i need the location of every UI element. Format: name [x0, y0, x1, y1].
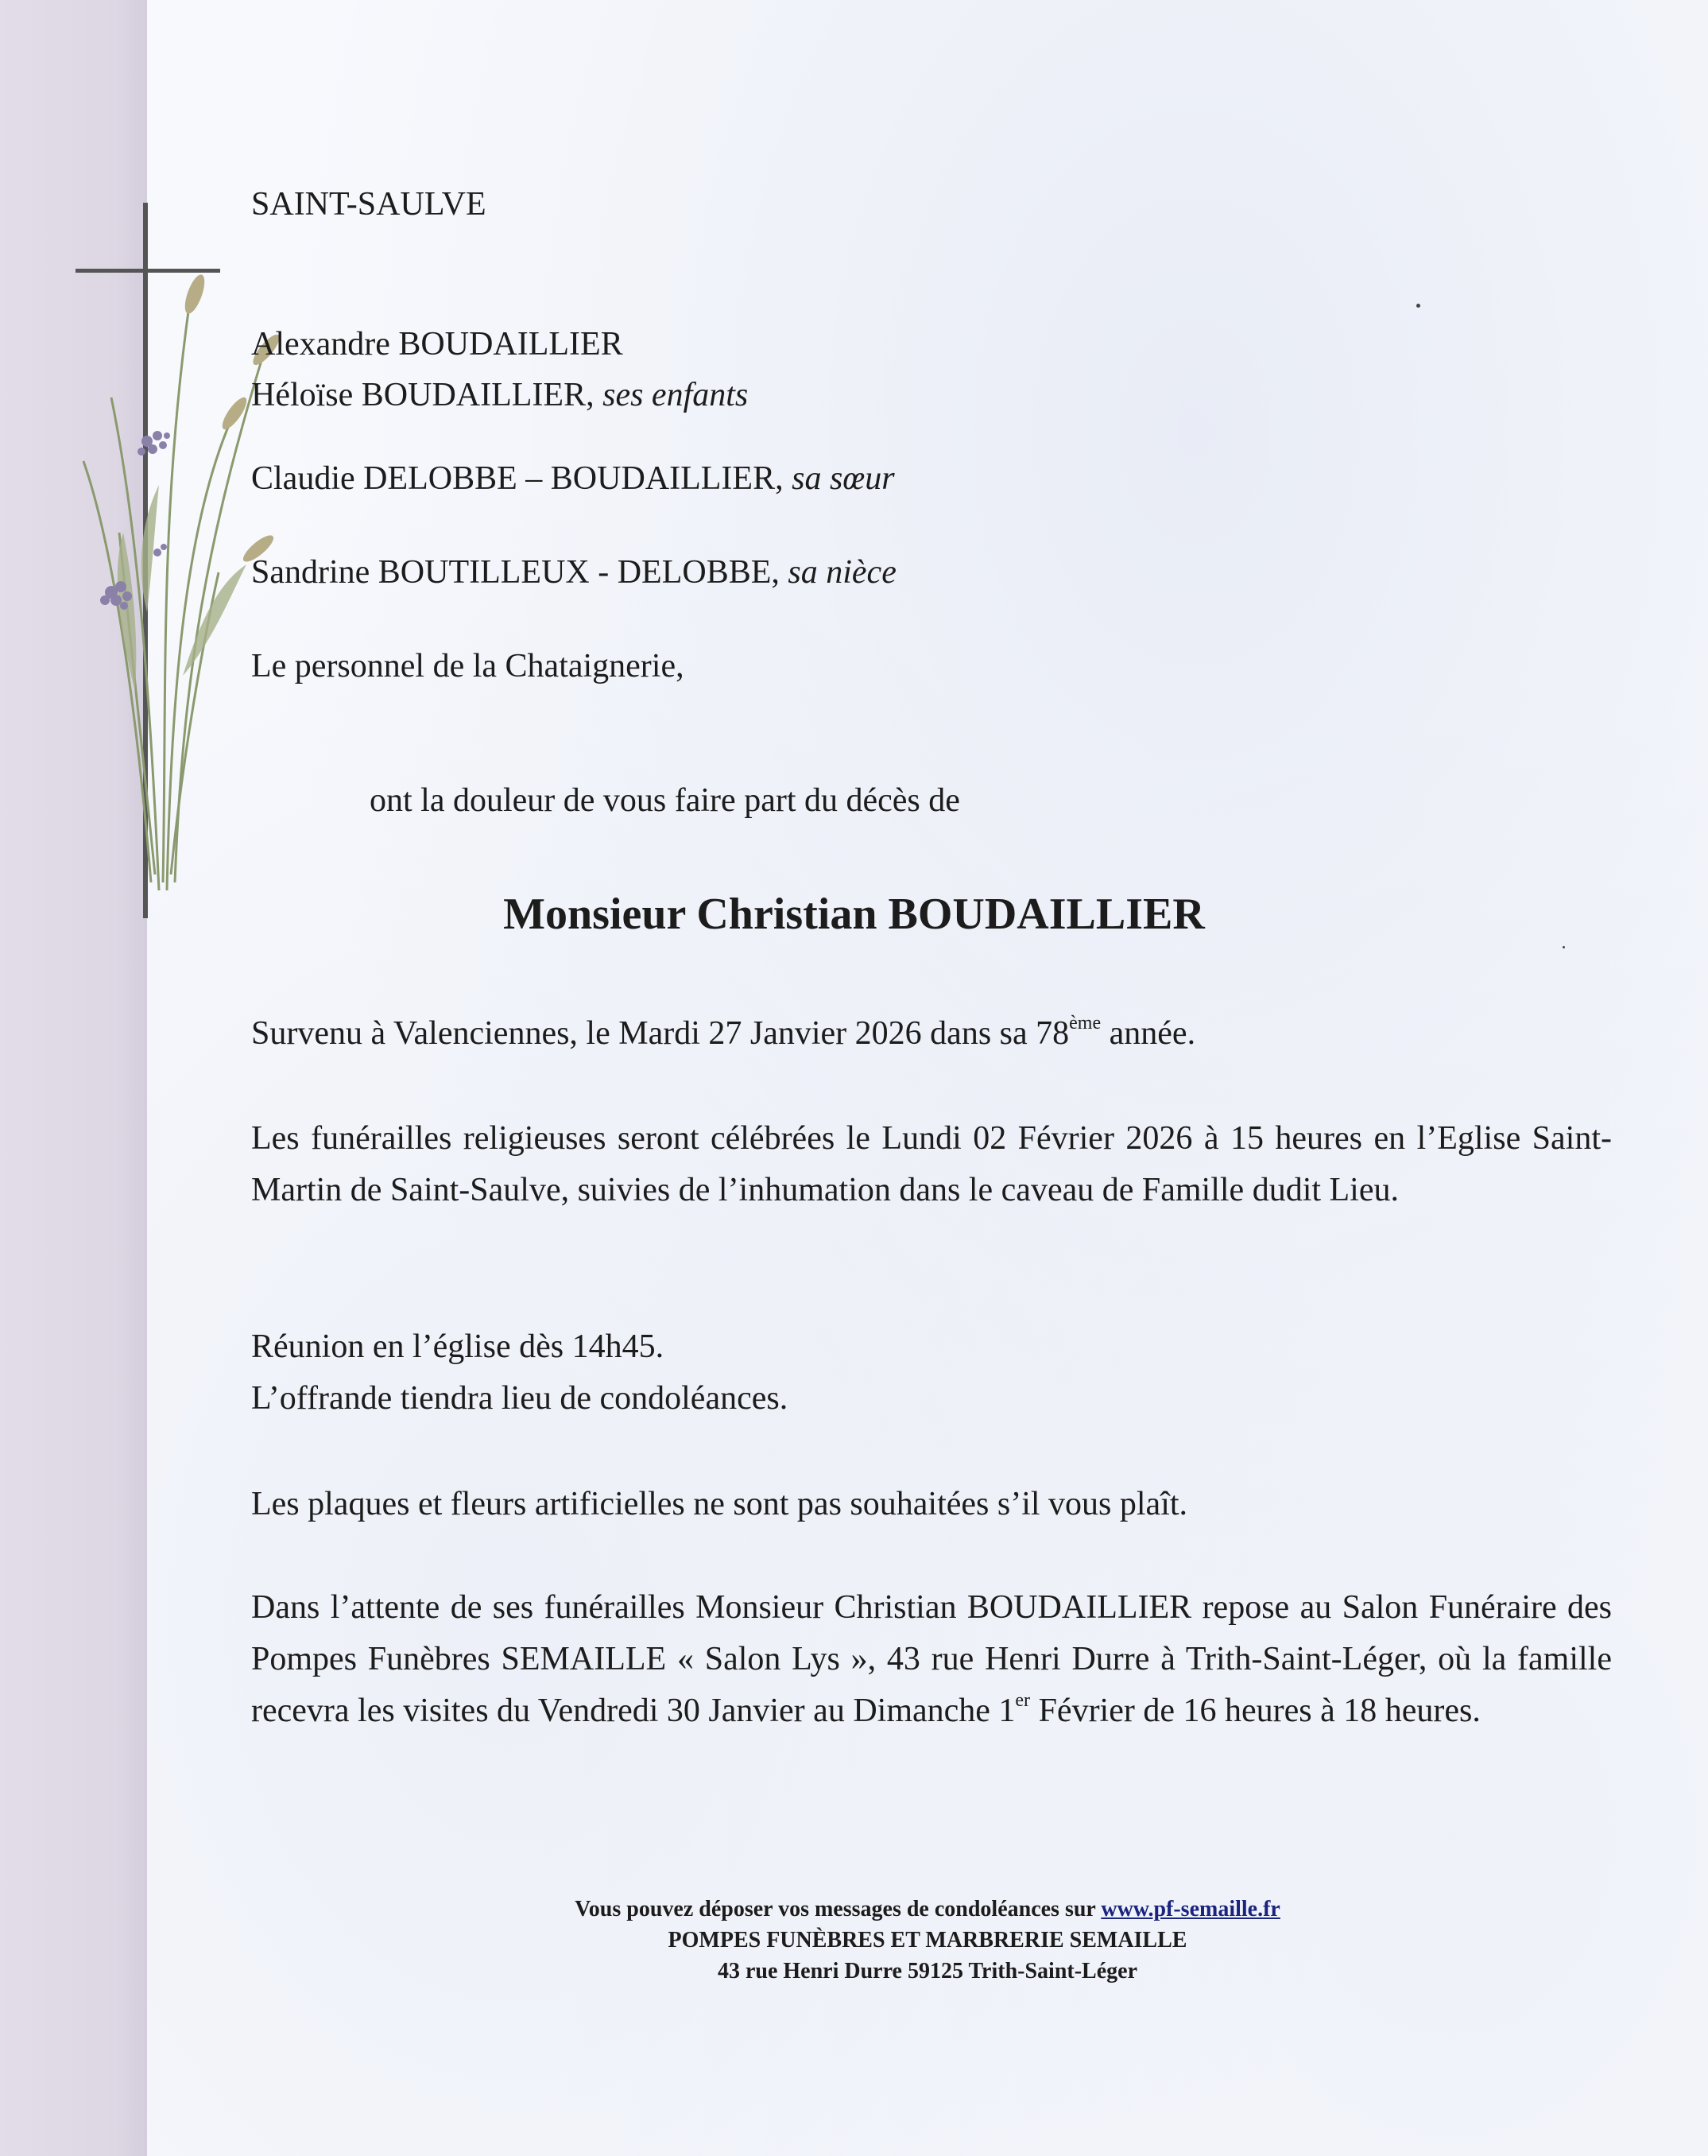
- visitation-superscript: er: [1015, 1690, 1031, 1711]
- sister-name: Claudie DELOBBE – BOUDAILLIER,: [251, 460, 792, 497]
- staff-line: [251, 641, 684, 692]
- visitation-text-end: Février de 16 heures à 18 heures.: [1030, 1693, 1481, 1729]
- sister-relation: sa sœur: [792, 460, 895, 497]
- child-2: [251, 370, 748, 421]
- staff-text: Le personnel de la Chataignerie,: [251, 648, 684, 684]
- sister-entry: [251, 453, 895, 504]
- death-paragraph: [251, 1008, 1195, 1060]
- meeting-line-1: Réunion en l’église dès 14h45.: [251, 1328, 664, 1365]
- visitation-text: Dans l’attente de ses funérailles Monsieur Christian BOUDAILLIER repose au Salon Funéraire des Pompes Funèbres SEMAILLE « Salon Lys », 43 rue Henri Durre à Trith-Saint-Léger, où la famille recevra les visites du Vendredi 30 Janvier au Dimanche 1: [251, 1589, 1612, 1729]
- sister-line: [251, 453, 895, 504]
- flowers-paragraph: Les plaques et fleurs artificielles ne sont pas souhaitées s’il vous plaît.: [251, 1486, 1188, 1522]
- website-link[interactable]: www.pf-semaille.fr: [1101, 1897, 1280, 1921]
- child-1-name: Alexandre BOUDAILLIER: [251, 326, 623, 363]
- footer: [0, 1894, 1708, 1987]
- scan-speck: [1416, 304, 1420, 308]
- death-text-end: année.: [1101, 1015, 1196, 1052]
- footer-condolences-text: Vous pouvez déposer vos messages de condoléances sur: [575, 1897, 1102, 1921]
- death-text: Survenu à Valenciennes, le Mardi 27 Janvier 2026 dans sa 78: [251, 1015, 1070, 1052]
- meeting-line-2: L’offrande tiendra lieu de condoléances.: [251, 1380, 788, 1417]
- place-name: SAINT-SAULVE: [251, 186, 486, 223]
- footer-address: 43 rue Henri Durre 59125 Trith-Saint-Léger: [717, 1959, 1138, 1983]
- niece-relation: sa nièce: [788, 554, 897, 591]
- announcement-intro: ont la douleur de vous faire part du décès de: [370, 782, 960, 819]
- niece-line: [251, 547, 897, 598]
- death-superscript: ème: [1069, 1013, 1102, 1033]
- child-1: [251, 319, 748, 370]
- place-heading: [251, 179, 486, 230]
- deceased-name: Monsieur Christian BOUDAILLIER: [503, 890, 1205, 939]
- niece-entry: [251, 547, 897, 598]
- scan-speck: [1563, 946, 1565, 948]
- footer-condolences: [147, 1894, 1708, 1925]
- niece-name: Sandrine BOUTILLEUX - DELOBBE,: [251, 554, 788, 591]
- child-2-relation: ses enfants: [602, 377, 749, 413]
- visitation-paragraph: [251, 1582, 1612, 1737]
- funeral-paragraph: Les funérailles religieuses seront célébrées le Lundi 02 Février 2026 à 15 heures en l’Eglise Saint-Martin de Saint-Saulve, suivies de l’inhumation dans le caveau de Famille dudit Lieu.: [251, 1120, 1612, 1208]
- child-2-name: Héloïse BOUDAILLIER,: [251, 377, 603, 413]
- footer-company: POMPES FUNÈBRES ET MARBRERIE SEMAILLE: [668, 1928, 1187, 1952]
- meeting-paragraph: [251, 1321, 788, 1425]
- children-list: [251, 319, 748, 421]
